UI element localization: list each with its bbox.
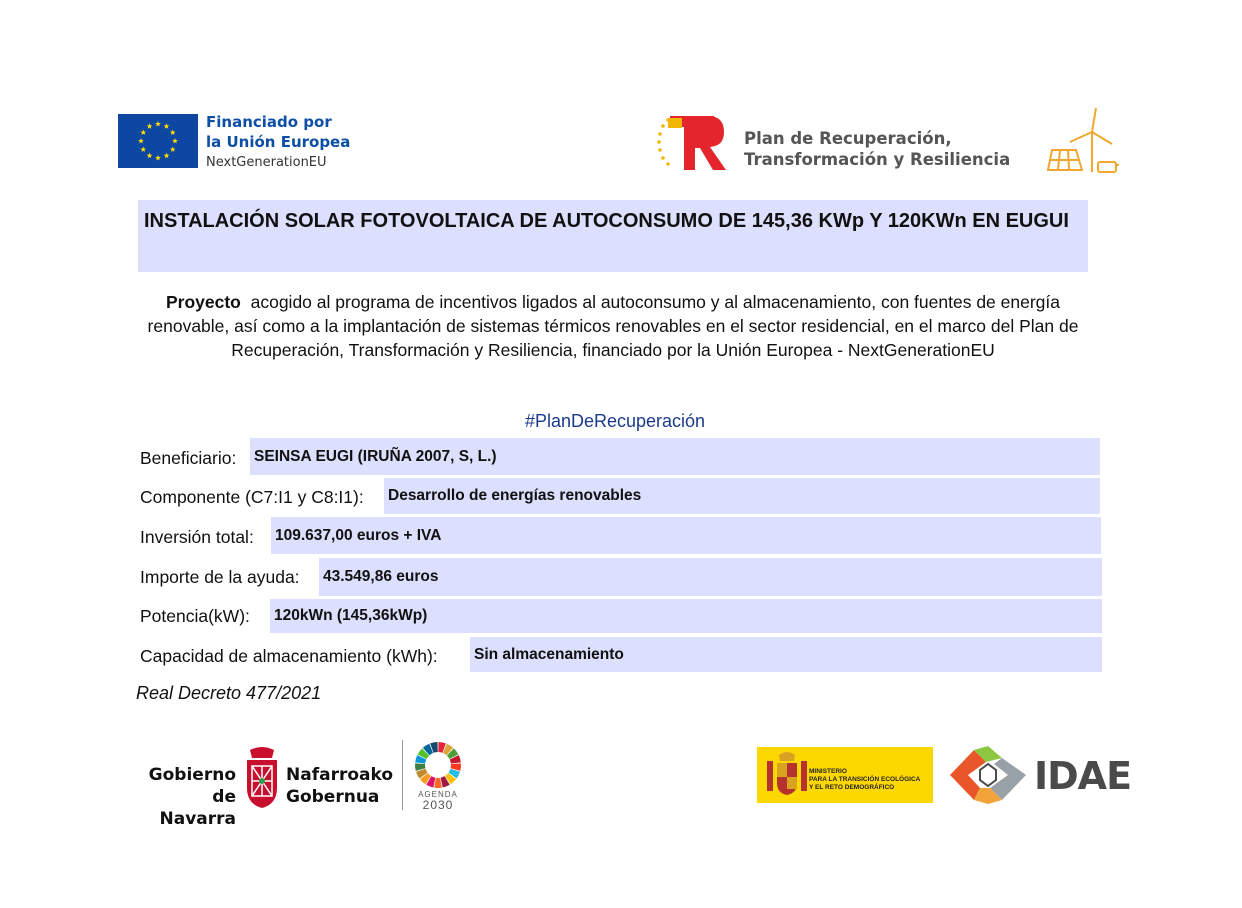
project-description [140,290,1086,362]
ministerio-line-3: Y EL RETO DEMOGRÁFICO [809,784,895,791]
field-label-importe: Importe de la ayuda: [140,567,300,587]
field-value-potencia: 120kWn (145,36kWp) [270,599,1102,633]
prtr-logo-icon [656,112,730,172]
field-value-importe: 43.549,86 euros [319,558,1102,596]
field-value-componente: Desarrollo de energías renovables [384,478,1100,514]
navarra-name-es [138,764,236,830]
ministerio-line-2: PARA LA TRANSICIÓN ECOLÓGICA [809,776,921,783]
field-value-inversion: 109.637,00 euros + IVA [271,517,1101,554]
ministerio-text [809,768,920,792]
hashtag: #PlanDeRecuperación [524,411,706,431]
logo-divider [402,740,403,810]
decree-reference: Real Decreto 477/2021 [136,683,322,703]
prtr-line-1: Plan de Recuperación, [744,129,952,148]
eu-funding-text [206,112,350,173]
agenda-year: 2030 [422,798,454,812]
spain-coat-of-arms-icon [763,747,811,803]
eu-flag-icon [118,114,198,168]
navarra-shield-icon [244,746,280,810]
field-value-capacidad: Sin almacenamiento [470,637,1102,672]
field-label-beneficiario: Beneficiario: [140,448,237,468]
field-value-beneficiario: SEINSA EUGI (IRUÑA 2007, S, L.) [250,438,1100,475]
field-label-potencia: Potencia(kW): [140,606,250,626]
prtr-title [744,128,1010,170]
ministerio-logo [757,747,933,803]
agenda-label: AGENDA [418,790,458,799]
navarra-es-line-2: de Navarra [159,787,236,829]
navarra-eu-line-1: Nafarroako [286,765,394,785]
project-title: INSTALACIÓN SOLAR FOTOVOLTAICA DE AUTOCONSUMO DE 145,36 KWp Y 120KWn EN EUGUI [138,200,1088,272]
wind-solar-icon [1046,104,1120,176]
field-label-inversion: Inversión total: [140,527,254,547]
idae-mark-icon [946,744,1030,806]
field-label-capacidad: Capacidad de almacenamiento (kWh): [140,646,438,666]
sdg-wheel-icon [414,741,462,789]
navarra-eu-line-2: Gobernua [286,787,380,807]
eu-line-1: Financiado por [206,113,332,131]
navarra-es-line-1: Gobierno [148,765,236,785]
navarra-name-eu [286,764,393,808]
field-label-componente: Componente (C7:I1 y C8:I1): [140,487,364,507]
idae-wordmark: IDAE [1034,754,1132,798]
ministerio-line-1: MINISTERIO [809,768,847,775]
description-body: acogido al programa de incentivos ligados al autoconsumo y al almacenamiento, con fuentes de energía renovable, así como a la implantación de sistemas térmicos renovables en el sector residencial, en el marco del Plan de Recuperación, Transformación y Resiliencia, financiado por la Unión Europea - NextGenerationEU [147,292,1079,360]
sdg-segment [434,778,442,788]
eu-line-3: NextGenerationEU [206,155,327,170]
prtr-line-2: Transformación y Resiliencia [744,150,1011,169]
eu-line-2: la Unión Europea [206,133,351,151]
description-lead: Proyecto [165,292,241,312]
